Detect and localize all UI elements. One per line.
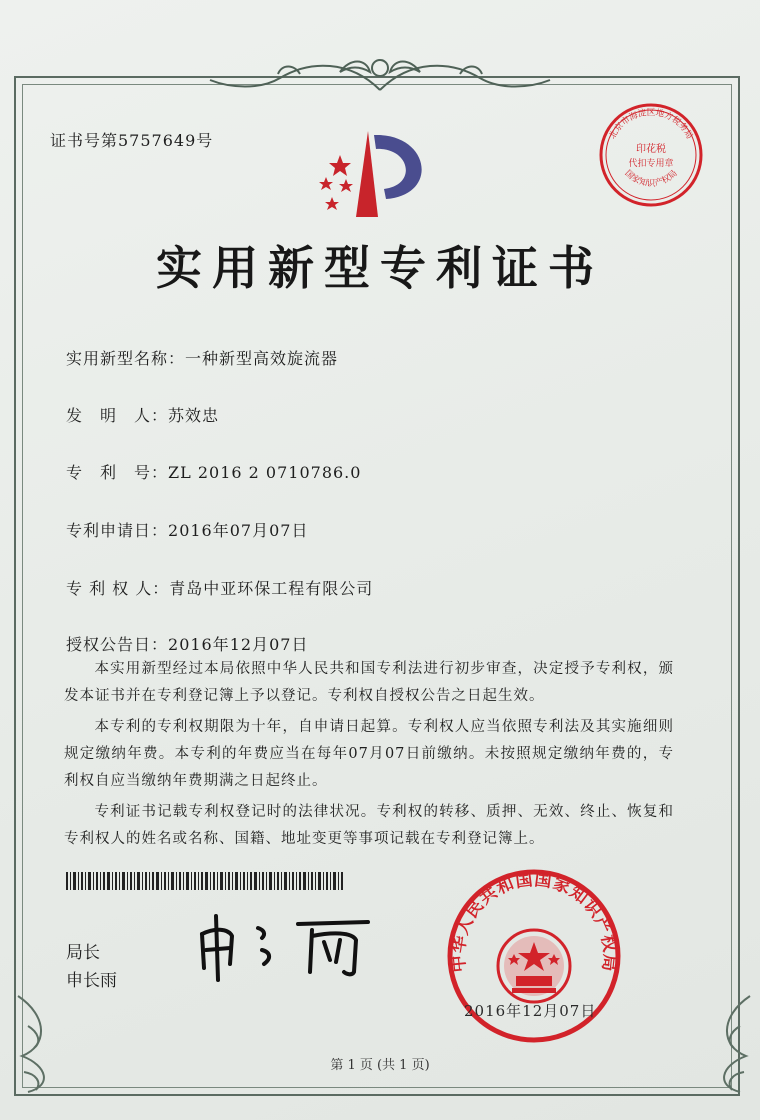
- tax-stamp-icon: [596, 100, 706, 210]
- field-label: 专 利 权 人：: [66, 579, 170, 598]
- field-value: 青岛中亚环保工程有限公司: [169, 579, 374, 598]
- document-title: 实用新型专利证书: [156, 241, 604, 295]
- certificate-body: [64, 656, 674, 857]
- corner-ornament-icon: [690, 986, 760, 1096]
- top-ornament-icon: [200, 50, 560, 98]
- field-value: 2016年12月07日: [168, 635, 309, 654]
- body-paragraph: 专利证书记载专利权登记时的法律状况。专利权的转移、质押、无效、终止、恢复和专利权人的姓名或名称、国籍、地址变更等事项记载在专利登记簿上。: [64, 804, 674, 847]
- field-label: 授权公告日：: [66, 635, 169, 654]
- corner-ornament-icon: [8, 986, 78, 1096]
- field-label: 专利申请日：: [66, 521, 169, 540]
- field-label: 专 利 号：: [66, 463, 169, 482]
- page-number: 第 1 页 (共 1 页): [330, 1058, 430, 1073]
- field-inventor: [66, 403, 219, 426]
- stamp-text: 代扣专用章: [628, 159, 674, 169]
- stamp-text: 国家知识产权局: [622, 168, 680, 189]
- barcode-icon: [66, 872, 346, 890]
- field-value: ZL 2016 2 0710786.0: [168, 463, 362, 482]
- svg-text:国家知识产权局: [623, 169, 680, 189]
- body-paragraph: 本实用新型经过本局依照中华人民共和国专利法进行初步审查，决定授予专利权，颁发本证书并在专利登记簿上予以登记。专利权自授权公告之日起生效。: [64, 661, 674, 704]
- field-value: 2016年07月07日: [168, 521, 309, 540]
- field-label: 发 明 人：: [66, 406, 169, 425]
- signature-icon: [192, 906, 372, 986]
- seal-ring-text: 中华人民共和国国家知识产权局: [448, 870, 620, 974]
- field-label: 实用新型名称：: [66, 349, 186, 368]
- field-value: 苏效忠: [168, 406, 220, 425]
- field-value: 一种新型高效旋流器: [185, 349, 339, 368]
- certificate-number: 证书号第5757649号: [50, 131, 214, 150]
- patent-office-emblem-icon: [300, 125, 450, 225]
- stamp-text: 北京市海淀区地方税务局: [607, 108, 695, 141]
- stamp-text: 印花税: [636, 144, 666, 155]
- director-name: 申长雨: [66, 971, 117, 991]
- field-patent-number: [66, 460, 361, 483]
- field-filing-date: [66, 518, 308, 541]
- field-utility-model-name: [66, 346, 338, 369]
- director-title: 局长: [66, 943, 100, 963]
- field-grant-date: [66, 632, 308, 655]
- svg-text:北京市海淀区地方税务局: [607, 107, 694, 141]
- field-patentee: [66, 576, 373, 599]
- issue-date: 2016年12月07日: [464, 1002, 597, 1020]
- body-paragraph: 本专利的专利权期限为十年，自申请日起算。专利权人应当依照专利法及其实施细则规定缴纳年费。本专利的年费应当在每年07月07日前缴纳。未按照规定缴纳年费的，专利权自应当缴纳年费期满之日起终止。: [64, 719, 674, 789]
